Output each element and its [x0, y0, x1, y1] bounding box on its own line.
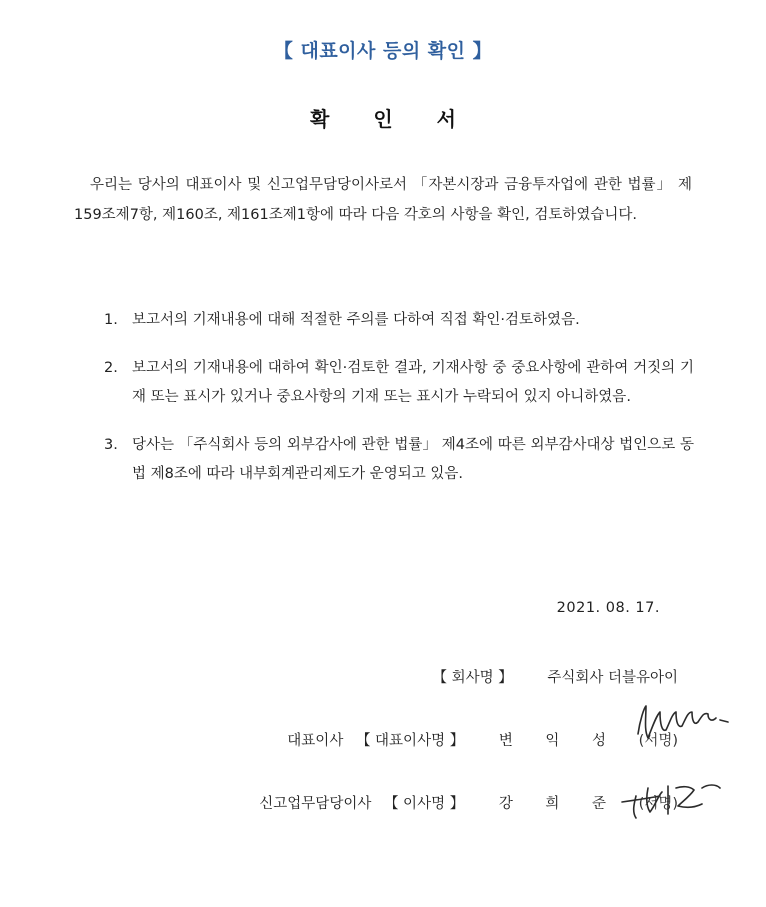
confirmation-list [104, 306, 694, 508]
intro-paragraph: 우리는 당사의 대표이사 및 신고업무담당이사로서 「자본시장과 금융투자업에 관한 법률」 제159조제7항, 제160조, 제161조제1항에 따라 다음 각호의 사항을 확인, 검토하였습니다. [74, 177, 692, 223]
item-text: 당사는 「주식회사 등의 외부감사에 관한 법률」 제4조에 따른 외부감사대상 법인으로 동법 제8조에 따라 내부회계관리제도가 운영되고 있음. [132, 437, 694, 482]
director-seal-label: (서명) [638, 796, 678, 812]
company-name: 주식회사 더블유아이 [547, 670, 678, 686]
item-text: 보고서의 기재내용에 대하여 확인·검토한 결과, 기재사항 중 중요사항에 관하여 거짓의 기재 또는 표시가 있거나 중요사항의 기재 또는 표시가 누락되어 있지 아니하였음. [132, 360, 694, 405]
item-number: 2. [104, 360, 118, 376]
document-date: 2021. 08. 17. [556, 600, 660, 616]
list-item [104, 354, 694, 412]
ceo-seal-label: (서명) [638, 733, 678, 749]
ceo-name: 변 익 성 [498, 733, 621, 749]
list-item [104, 431, 694, 489]
section-header: 【 대표이사 등의 확인 】 [273, 40, 493, 62]
director-role: 신고업무담당이사 [259, 796, 372, 812]
company-label: 【 회사명 】 [432, 670, 513, 686]
document-title: 확인서 [310, 107, 500, 131]
item-number: 3. [104, 437, 118, 453]
ceo-line [287, 729, 678, 750]
ceo-signature-icon [630, 700, 750, 746]
director-signature-icon [616, 774, 726, 824]
director-label: 【 이사명 】 [383, 796, 465, 812]
ceo-label: 【 대표이사명 】 [355, 733, 465, 749]
list-item [104, 306, 694, 335]
item-text: 보고서의 기재내용에 대해 적절한 주의를 다하여 직접 확인·검토하였음. [132, 312, 580, 328]
item-number: 1. [104, 312, 118, 328]
company-line [432, 666, 678, 687]
director-name: 강 희 준 [498, 796, 621, 812]
ceo-role: 대표이사 [287, 733, 344, 749]
